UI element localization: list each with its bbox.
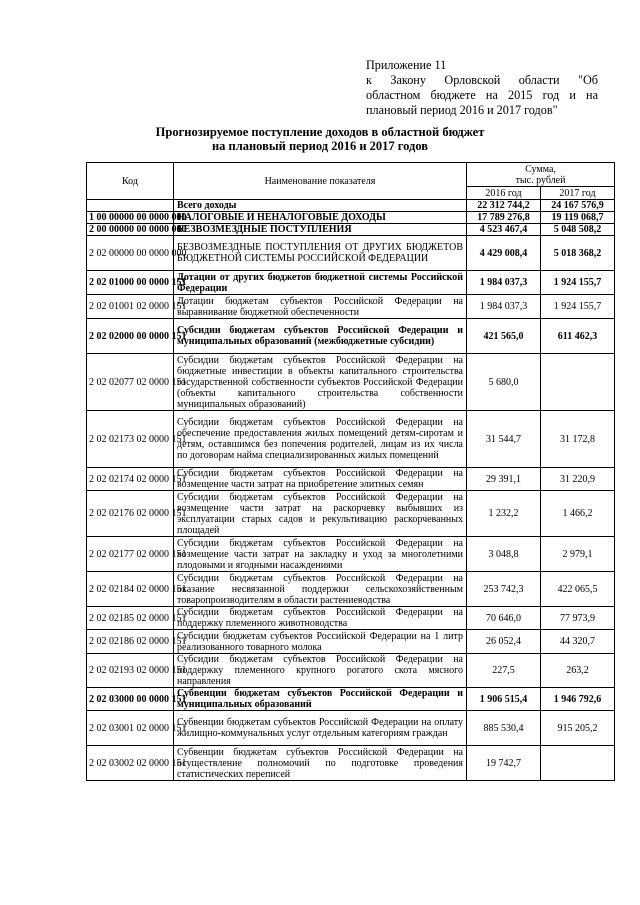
row-value-2017: 31 220,9: [541, 468, 615, 491]
row-code: 2 02 02174 02 0000 151: [87, 468, 174, 491]
row-name: Субсидии бюджетам субъектов Российской Федерации на обеспечение предоставления жилых помещений детям-сиротам и детям, оставшимся без попечения родителей, лицам из их числа по договорам найма специализированных жилых помещений: [174, 411, 467, 468]
row-value-2017: 2 979,1: [541, 537, 615, 572]
row-value-2017: 611 462,3: [541, 319, 615, 354]
annex-line-1: Приложение 11: [366, 58, 447, 72]
row-value-2016: 19 742,7: [467, 746, 541, 781]
row-name: Всего доходы: [174, 200, 467, 212]
table-body: [87, 200, 615, 781]
table-row: [87, 746, 615, 781]
row-value-2017: 5 018 368,2: [541, 236, 615, 271]
row-code: 2 02 02186 02 0000 151: [87, 630, 174, 654]
row-name: НАЛОГОВЫЕ И НЕНАЛОГОВЫЕ ДОХОДЫ: [174, 212, 467, 224]
table-row: [87, 468, 615, 491]
annex-line-4: плановый период 2016 и 2017 годов": [366, 103, 558, 117]
row-name: Субсидии бюджетам субъектов Российской Федерации на возмещение части затрат на раскорчевку выбывших из эксплуатации старых садов и рекультивацию раскорчеванных площадей: [174, 491, 467, 537]
row-code: 2 02 03001 02 0000 151: [87, 711, 174, 746]
row-name: Субсидии бюджетам субъектов Российской Федерации на возмещение части затрат на закладку и уход за многолетними плодовыми и ягодными насаждениями: [174, 537, 467, 572]
title-line-2: на плановый период 2016 и 2017 годов: [211, 139, 429, 153]
row-value-2017: 263,2: [541, 654, 615, 688]
header-sum-label: Сумма,: [525, 163, 556, 175]
table-row: [87, 537, 615, 572]
row-value-2016: 4 429 008,4: [467, 236, 541, 271]
table-row: [87, 295, 615, 319]
table-row: [87, 319, 615, 354]
header-units: тыс. рублей: [515, 174, 566, 186]
table-row: [87, 654, 615, 688]
row-value-2017: 915 205,2: [541, 711, 615, 746]
title-line-1: Прогнозируемое поступление доходов в областной бюджет: [155, 125, 485, 139]
row-code: 2 00 00000 00 0000 000: [87, 224, 174, 236]
row-code: 2 02 01001 02 0000 151: [87, 295, 174, 319]
row-value-2017: 1 924 155,7: [541, 271, 615, 295]
row-value-2017: 5 048 508,2: [541, 224, 615, 236]
annex-header: [366, 58, 598, 118]
row-value-2016: 1 984 037,3: [467, 295, 541, 319]
row-name: Субсидии бюджетам субъектов Российской Федерации на оказание несвязанной поддержки сельскохозяйственным товаропроизводителям в области растениеводства: [174, 572, 467, 607]
row-name: Субсидии бюджетам субъектов Российской Федерации на поддержку племенного крупного рогатого скота мясного направления: [174, 654, 467, 688]
row-name: Субвенции бюджетам субъектов Российской Федерации и муниципальных образований: [174, 688, 467, 711]
row-name: Дотации бюджетам субъектов Российской Федерации на выравнивание бюджетной обеспеченности: [174, 295, 467, 319]
row-value-2016: 227,5: [467, 654, 541, 688]
row-value-2016: 1 984 037,3: [467, 271, 541, 295]
row-value-2016: 253 742,3: [467, 572, 541, 607]
row-value-2016: 29 391,1: [467, 468, 541, 491]
row-name: Субвенции бюджетам субъектов Российской Федерации на оплату жилищно-коммунальных услуг отдельным категориям граждан: [174, 711, 467, 746]
row-value-2017: 44 320,7: [541, 630, 615, 654]
row-code: 2 02 03002 02 0000 151: [87, 746, 174, 781]
table-row: [87, 607, 615, 630]
row-value-2016: 31 544,7: [467, 411, 541, 468]
row-value-2016: 4 523 467,4: [467, 224, 541, 236]
row-name: Субсидии бюджетам субъектов Российской Федерации на бюджетные инвестиции в объекты капитального строительства государственной собственности субъектов Российской Федерации (объекты капитального строительства собственности муниципальных образований): [174, 354, 467, 411]
row-name: Субсидии бюджетам субъектов Российской Федерации и муниципальных образований (межбюджетные субсидии): [174, 319, 467, 354]
row-name: Субсидии бюджетам субъектов Российской Федерации на возмещение части затрат на приобретение элитных семян: [174, 468, 467, 491]
row-name: Субсидии бюджетам субъектов Российской Федерации на поддержку племенного животноводства: [174, 607, 467, 630]
table-row: [87, 271, 615, 295]
row-code: 2 02 02176 02 0000 151: [87, 491, 174, 537]
row-name: Субвенции бюджетам субъектов Российской Федерации на осуществление полномочий по подготовке проведения статистических переписей: [174, 746, 467, 781]
table-row: [87, 224, 615, 236]
row-name: Дотации от других бюджетов бюджетной системы Российской Федерации: [174, 271, 467, 295]
row-code: 2 02 02184 02 0000 151: [87, 572, 174, 607]
row-name: Субсидии бюджетам субъектов Российской Федерации на 1 литр реализованного товарного молока: [174, 630, 467, 654]
table-row: [87, 236, 615, 271]
row-value-2017: [541, 354, 615, 411]
row-code: [87, 200, 174, 212]
row-code: 2 02 03000 00 0000 151: [87, 688, 174, 711]
row-name: БЕЗВОЗМЕЗДНЫЕ ПОСТУПЛЕНИЯ: [174, 224, 467, 236]
header-code: Код: [87, 163, 174, 200]
header-name: Наименование показателя: [174, 163, 467, 200]
row-code: 2 02 02173 02 0000 151: [87, 411, 174, 468]
table-row: [87, 491, 615, 537]
table-row: [87, 200, 615, 212]
row-value-2017: 19 119 068,7: [541, 212, 615, 224]
table-row: [87, 411, 615, 468]
table-row: [87, 688, 615, 711]
annex-line-3: областном бюджете на 2015 год и на: [366, 88, 598, 102]
row-value-2016: 26 052,4: [467, 630, 541, 654]
row-value-2017: [541, 746, 615, 781]
row-value-2017: 24 167 576,9: [541, 200, 615, 212]
row-value-2016: 885 530,4: [467, 711, 541, 746]
row-code: 2 02 02000 00 0000 151: [87, 319, 174, 354]
row-value-2016: 3 048,8: [467, 537, 541, 572]
row-value-2017: 422 065,5: [541, 572, 615, 607]
row-value-2016: 5 680,0: [467, 354, 541, 411]
row-value-2017: 77 973,9: [541, 607, 615, 630]
row-code: 2 02 02193 02 0000 151: [87, 654, 174, 688]
row-code: 1 00 00000 00 0000 000: [87, 212, 174, 224]
table-row: [87, 212, 615, 224]
row-value-2017: 1 466,2: [541, 491, 615, 537]
row-name: БЕЗВОЗМЕЗДНЫЕ ПОСТУПЛЕНИЯ ОТ ДРУГИХ БЮДЖЕТОВ БЮДЖЕТНОЙ СИСТЕМЫ РОССИЙСКОЙ ФЕДЕРАЦИИ: [174, 236, 467, 271]
row-code: 2 02 02185 02 0000 151: [87, 607, 174, 630]
annex-line-2: к Закону Орловской области "Об: [366, 73, 598, 87]
table-row: [87, 354, 615, 411]
row-value-2016: 1 232,2: [467, 491, 541, 537]
header-year-2017: 2017 год: [541, 187, 615, 200]
document-title: [120, 125, 520, 153]
row-value-2016: 70 646,0: [467, 607, 541, 630]
row-code: 2 02 00000 00 0000 000: [87, 236, 174, 271]
row-code: 2 02 01000 00 0000 151: [87, 271, 174, 295]
row-value-2016: 22 312 744,2: [467, 200, 541, 212]
revenue-table: [86, 162, 615, 781]
header-year-2016: 2016 год: [467, 187, 541, 200]
row-value-2016: 1 906 515,4: [467, 688, 541, 711]
table-row: [87, 572, 615, 607]
row-value-2016: 17 789 276,8: [467, 212, 541, 224]
row-code: 2 02 02077 02 0000 151: [87, 354, 174, 411]
header-sum: [467, 163, 615, 187]
table-row: [87, 711, 615, 746]
row-value-2017: 1 946 792,6: [541, 688, 615, 711]
row-value-2016: 421 565,0: [467, 319, 541, 354]
row-code: 2 02 02177 02 0000 151: [87, 537, 174, 572]
row-value-2017: 31 172,8: [541, 411, 615, 468]
row-value-2017: 1 924 155,7: [541, 295, 615, 319]
table-row: [87, 630, 615, 654]
